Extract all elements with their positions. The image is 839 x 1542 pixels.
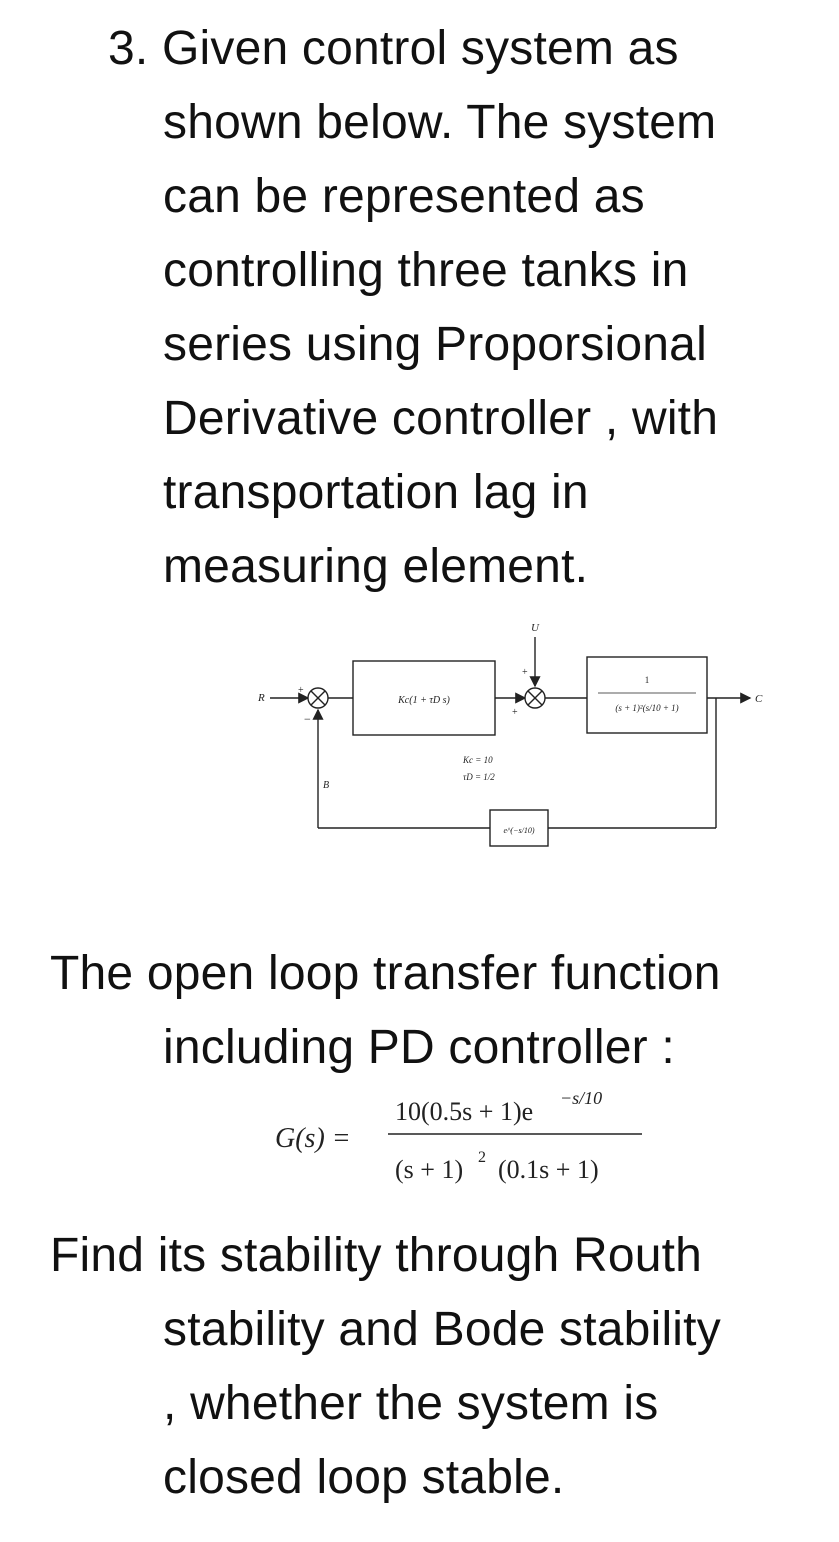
open-loop-line-2: including PD controller : <box>163 1021 675 1074</box>
problem-line-4: controlling three tanks in <box>163 244 689 297</box>
problem-line-3: can be represented as <box>163 170 645 223</box>
formula-lhs: G(s) = <box>275 1123 351 1154</box>
block-diagram <box>250 615 770 855</box>
formula-numerator: 10(0.5s + 1)e <box>395 1097 534 1126</box>
feedback-signal-label: B <box>323 780 330 791</box>
controller-block: Kc(1 + τD s) <box>398 695 450 706</box>
plant-numerator: 1 <box>644 675 650 685</box>
problem-line-8: measuring element. <box>163 540 589 593</box>
transfer-function-formula <box>270 1082 670 1192</box>
delay-block: e^(−s/10) <box>503 826 535 835</box>
problem-line-5: series using Proporsional <box>163 318 707 371</box>
parameter-taud: τD = 1/2 <box>463 772 495 782</box>
problem-line-1: 3. Given control system as <box>108 22 679 75</box>
open-loop-line-1: The open loop transfer function <box>50 947 721 1000</box>
question-line-2: stability and Bode stability <box>163 1303 721 1356</box>
problem-line-2: shown below. The system <box>163 96 717 149</box>
sum2-plus-sign-left: + <box>512 707 518 718</box>
output-label: C <box>755 693 763 705</box>
sum1-plus-sign: + <box>298 685 304 696</box>
sum2-plus-sign-top: + <box>522 667 528 678</box>
problem-line-6: Derivative controller , with <box>163 392 719 445</box>
question-line-1: Find its stability through Routh <box>50 1229 703 1282</box>
formula-denominator-square: 2 <box>478 1149 486 1166</box>
parameter-kc: Kc = 10 <box>463 755 493 765</box>
problem-line-7: transportation lag in <box>163 466 589 519</box>
question-line-4: closed loop stable. <box>163 1451 565 1504</box>
formula-denominator-part2: (0.1s + 1) <box>498 1155 599 1184</box>
sum1-minus-sign: − <box>304 712 311 726</box>
input-label: R <box>258 692 265 704</box>
formula-numerator-exponent: −s/10 <box>560 1088 603 1108</box>
formula-denominator-part1: (s + 1) <box>395 1155 464 1184</box>
plant-denominator: (s + 1)²(s/10 + 1) <box>615 703 679 713</box>
question-line-3: , whether the system is <box>163 1377 659 1430</box>
disturbance-label: U <box>531 622 539 634</box>
